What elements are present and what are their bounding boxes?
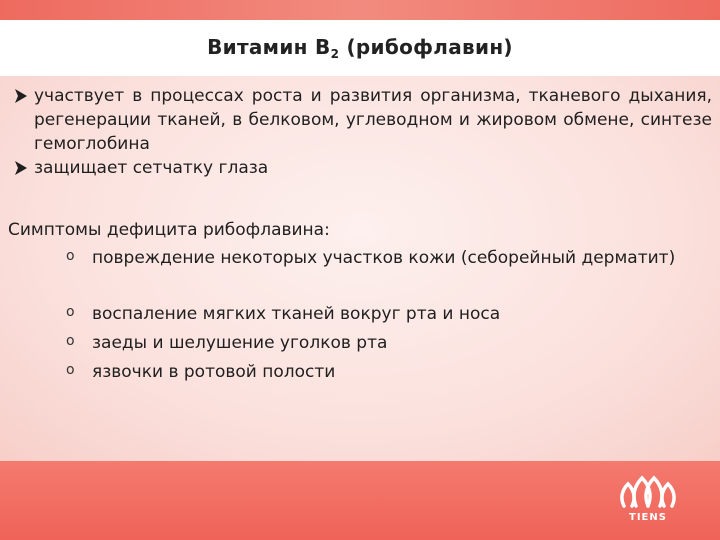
title-text-end: (рибофлавин): [339, 35, 513, 59]
logo-text: TIENS: [629, 512, 667, 523]
sub-bullet-marker: o: [66, 248, 75, 264]
bottom-band: [0, 461, 720, 540]
deficiency-heading: Симптомы дефицита рибофлавина:: [8, 220, 330, 240]
tiens-logo: [618, 472, 678, 530]
symptom-item: заеды и шелушение уголков рта: [92, 333, 388, 353]
title-bar: [0, 20, 720, 76]
slide-content: [0, 76, 720, 461]
tiens-logo-icon: [618, 472, 678, 512]
symptom-item: воспаление мягких тканей вокруг рта и носа: [92, 304, 501, 324]
top-band: [0, 0, 720, 20]
symptom-item: повреждение некоторых участков кожи (себорейный дерматит): [92, 248, 676, 268]
title-subscript: 2: [330, 47, 340, 61]
symptom-item: язвочки в ротовой полости: [92, 362, 336, 382]
arrow-bullet-icon: [12, 159, 30, 177]
bullet-item: участвует в процессах роста и развития организма, тканевого дыхания, регенерации тканей, в белковом, углеводном и жировом обмене, синтезе гемоглобина: [34, 86, 712, 154]
bullet-item: защищает сетчатку глаза: [34, 158, 269, 178]
sub-bullet-marker: o: [66, 333, 75, 349]
slide-title: [207, 35, 513, 61]
arrow-bullet-icon: [12, 87, 30, 105]
sub-bullet-marker: o: [66, 362, 75, 378]
title-text: Витамин В: [207, 35, 331, 59]
sub-bullet-marker: o: [66, 304, 75, 320]
